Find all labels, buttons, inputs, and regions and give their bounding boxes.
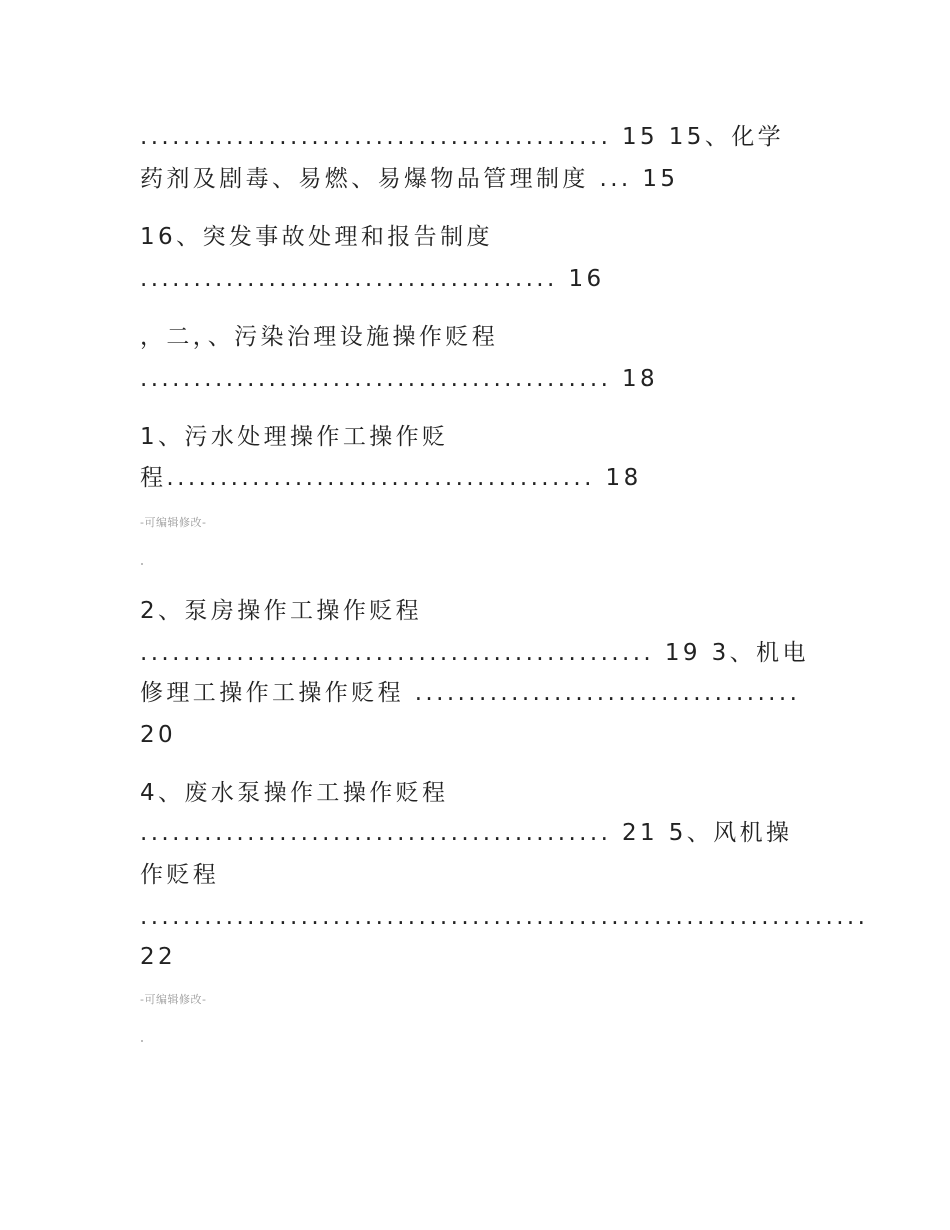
toc-line: 20 <box>140 722 177 748</box>
toc-line: 修理工操作工操作贬程 .................................... <box>140 680 801 706</box>
toc-line: 作贬程 <box>140 862 220 888</box>
toc-line: 药剂及剧毒、易燃、易爆物品管理制度 ... 15 <box>140 166 679 192</box>
toc-line: .................................................................... <box>140 904 869 930</box>
page-footer: -可编辑修改- <box>140 516 207 529</box>
page-separator-dot <box>141 563 143 565</box>
page-footer: -可编辑修改- <box>140 993 207 1006</box>
toc-line: 22 <box>140 944 177 970</box>
toc-line: ............................................ 15 15、化学 <box>140 124 785 150</box>
toc-line: ................................................ 19 3、机电 <box>140 640 809 666</box>
toc-line: 4、废水泵操作工操作贬程 <box>140 780 449 806</box>
toc-line: 1、污水处理操作工操作贬 <box>140 424 449 450</box>
toc-line: 16、突发事故处理和报告制度 <box>140 224 493 250</box>
toc-line: 程........................................ 18 <box>140 465 642 491</box>
toc-line: ....................................... 16 <box>140 266 605 292</box>
page-separator-dot <box>141 1040 143 1042</box>
toc-line: ，二，、污染治理设施操作贬程 <box>140 324 499 350</box>
toc-line: ............................................ 21 5、风机操 <box>140 820 793 846</box>
toc-line: 2、泵房操作工操作贬程 <box>140 598 423 624</box>
toc-line: ............................................ 18 <box>140 366 659 392</box>
